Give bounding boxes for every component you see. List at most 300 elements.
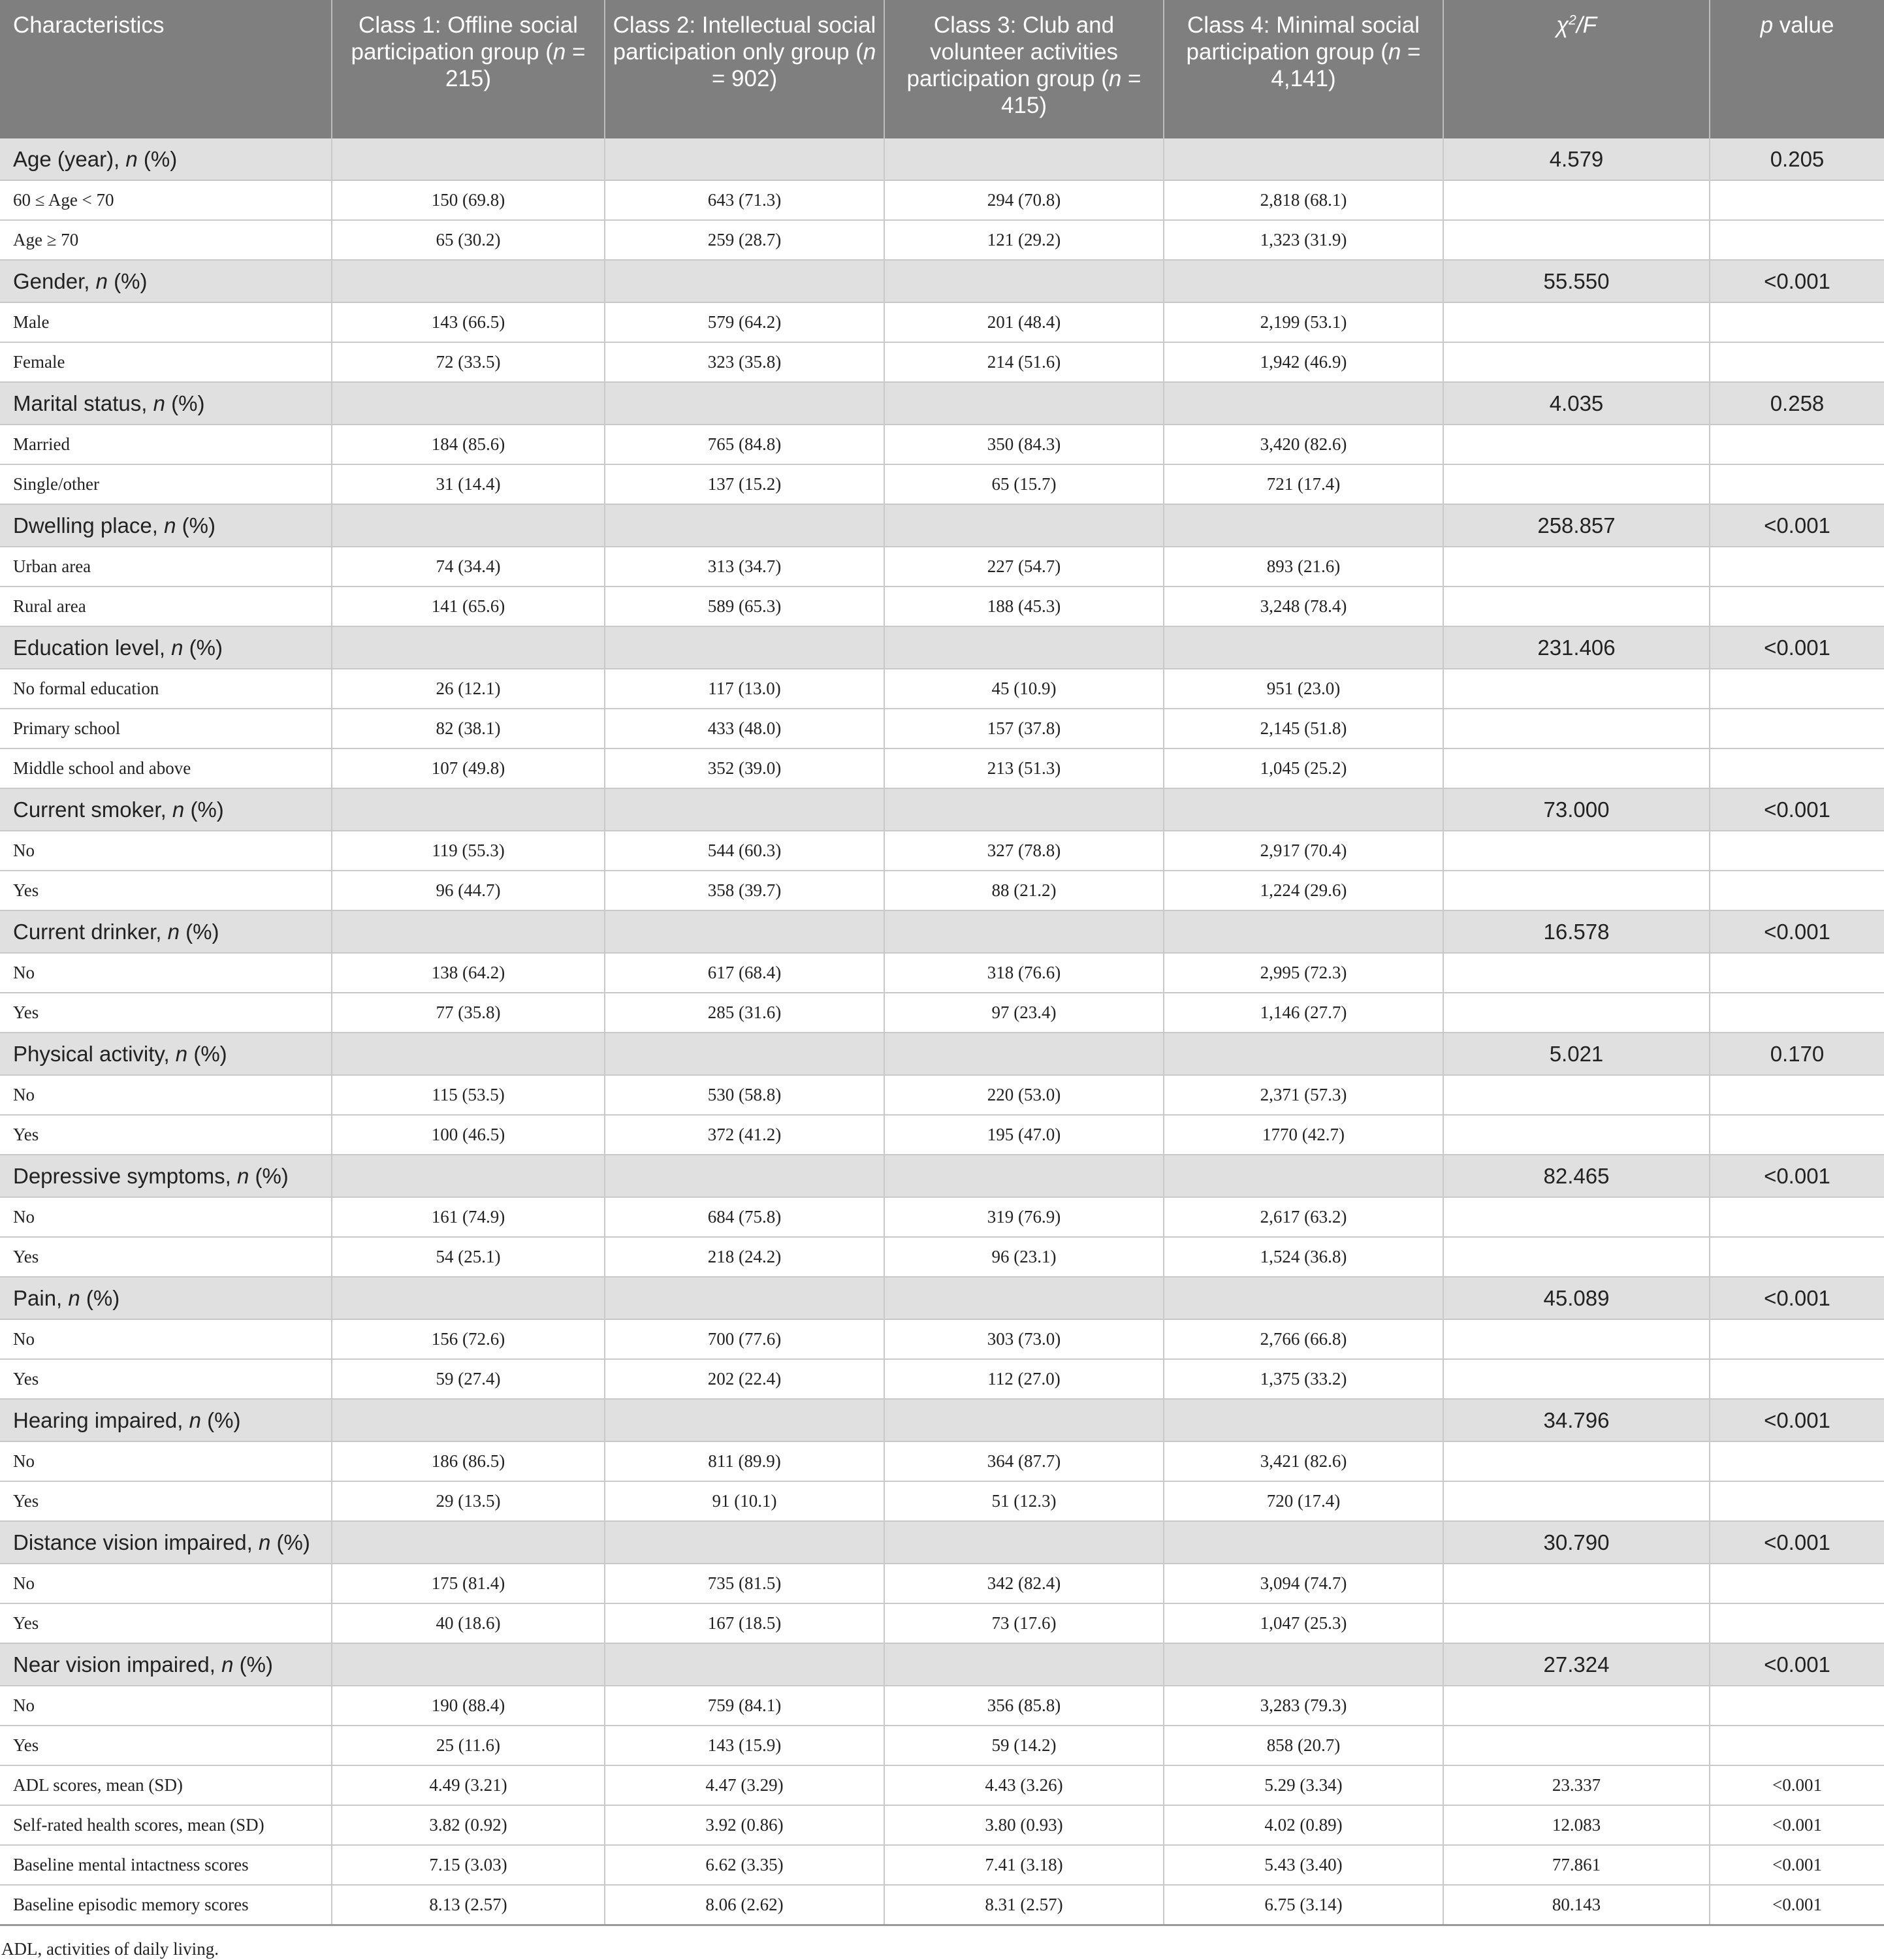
cell-stat: 258.857 xyxy=(1443,504,1710,547)
cell-c3 xyxy=(884,1643,1164,1686)
cell-stat: 30.790 xyxy=(1443,1521,1710,1564)
cell-c1: 72 (33.5) xyxy=(332,342,605,382)
cell-c4 xyxy=(1164,626,1443,669)
cell-p xyxy=(1710,709,1884,748)
cell-c2: 530 (58.8) xyxy=(605,1075,884,1115)
cell-c3: 220 (53.0) xyxy=(884,1075,1164,1115)
cell-c3 xyxy=(884,1277,1164,1319)
cell-stat xyxy=(1443,1075,1710,1115)
cell-c1: 31 (14.4) xyxy=(332,464,605,504)
cell-stat xyxy=(1443,1603,1710,1643)
row-label: 60 ≤ Age < 70 xyxy=(0,180,332,220)
cell-c1 xyxy=(332,1033,605,1075)
cell-c4: 5.43 (3.40) xyxy=(1164,1845,1443,1885)
cell-stat: 34.796 xyxy=(1443,1399,1710,1441)
section-row xyxy=(0,788,1884,831)
cell-stat xyxy=(1443,1441,1710,1481)
cell-c3: 73 (17.6) xyxy=(884,1603,1164,1643)
cell-c1 xyxy=(332,1277,605,1319)
cell-c3: 327 (78.8) xyxy=(884,831,1164,871)
cell-c4: 1,942 (46.9) xyxy=(1164,342,1443,382)
cell-c3: 227 (54.7) xyxy=(884,547,1164,586)
section-row xyxy=(0,1155,1884,1197)
section-row xyxy=(0,138,1884,180)
cell-p xyxy=(1710,1481,1884,1521)
cell-c1 xyxy=(332,1155,605,1197)
cell-p: <0.001 xyxy=(1710,1399,1884,1441)
cell-c4 xyxy=(1164,1521,1443,1564)
cell-p xyxy=(1710,1115,1884,1155)
cell-stat: 73.000 xyxy=(1443,788,1710,831)
cell-stat: 80.143 xyxy=(1443,1885,1710,1925)
cell-c4 xyxy=(1164,1277,1443,1319)
cell-c4: 2,199 (53.1) xyxy=(1164,302,1443,342)
cell-c3: 96 (23.1) xyxy=(884,1237,1164,1277)
table-row xyxy=(0,748,1884,788)
cell-p xyxy=(1710,547,1884,586)
table-row xyxy=(0,1845,1884,1885)
cell-c4 xyxy=(1164,1033,1443,1075)
cell-p: <0.001 xyxy=(1710,910,1884,953)
cell-c1: 141 (65.6) xyxy=(332,586,605,626)
cell-p xyxy=(1710,1359,1884,1399)
cell-c2: 811 (89.9) xyxy=(605,1441,884,1481)
table-row xyxy=(0,1359,1884,1399)
cell-stat: 55.550 xyxy=(1443,260,1710,302)
cell-c4: 1,375 (33.2) xyxy=(1164,1359,1443,1399)
cell-c3 xyxy=(884,138,1164,180)
table-row xyxy=(0,1115,1884,1155)
cell-stat: 4.579 xyxy=(1443,138,1710,180)
row-label: No xyxy=(0,1564,332,1603)
header-class-1: Class 1: Offline social participation group (n = 215) xyxy=(332,0,605,138)
section-row xyxy=(0,1277,1884,1319)
cell-c3: 4.43 (3.26) xyxy=(884,1765,1164,1805)
header-class-2: Class 2: Intellectual social participation only group (n = 902) xyxy=(605,0,884,138)
cell-c4 xyxy=(1164,138,1443,180)
cell-c4: 720 (17.4) xyxy=(1164,1481,1443,1521)
cell-c2: 117 (13.0) xyxy=(605,669,884,709)
table-body xyxy=(0,138,1884,1925)
cell-c3: 213 (51.3) xyxy=(884,748,1164,788)
cell-stat xyxy=(1443,1686,1710,1726)
cell-c3 xyxy=(884,910,1164,953)
section-row xyxy=(0,910,1884,953)
row-label: No xyxy=(0,1075,332,1115)
cell-stat xyxy=(1443,709,1710,748)
cell-c2: 352 (39.0) xyxy=(605,748,884,788)
cell-c2 xyxy=(605,1521,884,1564)
cell-c3: 45 (10.9) xyxy=(884,669,1164,709)
cell-c4: 3,283 (79.3) xyxy=(1164,1686,1443,1726)
table-row xyxy=(0,709,1884,748)
row-label: No xyxy=(0,1441,332,1481)
cell-c3: 350 (84.3) xyxy=(884,425,1164,464)
cell-c4 xyxy=(1164,504,1443,547)
cell-stat xyxy=(1443,342,1710,382)
cell-c2 xyxy=(605,1155,884,1197)
row-label: Primary school xyxy=(0,709,332,748)
cell-c2: 8.06 (2.62) xyxy=(605,1885,884,1925)
cell-c1: 156 (72.6) xyxy=(332,1319,605,1359)
cell-c4: 3,421 (82.6) xyxy=(1164,1441,1443,1481)
cell-c3 xyxy=(884,626,1164,669)
cell-c1 xyxy=(332,138,605,180)
row-label: Middle school and above xyxy=(0,748,332,788)
row-label: Yes xyxy=(0,1481,332,1521)
cell-c4: 1,524 (36.8) xyxy=(1164,1237,1443,1277)
cell-c2: 4.47 (3.29) xyxy=(605,1765,884,1805)
cell-c3: 65 (15.7) xyxy=(884,464,1164,504)
row-label: Baseline episodic memory scores xyxy=(0,1885,332,1925)
cell-c3: 157 (37.8) xyxy=(884,709,1164,748)
cell-p: 0.170 xyxy=(1710,1033,1884,1075)
cell-c3 xyxy=(884,382,1164,425)
cell-p xyxy=(1710,586,1884,626)
row-label: Yes xyxy=(0,1726,332,1765)
cell-c3: 7.41 (3.18) xyxy=(884,1845,1164,1885)
cell-c1 xyxy=(332,260,605,302)
cell-c1: 4.49 (3.21) xyxy=(332,1765,605,1805)
section-row xyxy=(0,382,1884,425)
cell-c2 xyxy=(605,1643,884,1686)
cell-c4: 6.75 (3.14) xyxy=(1164,1885,1443,1925)
cell-c2: 433 (48.0) xyxy=(605,709,884,748)
cell-c1 xyxy=(332,1521,605,1564)
row-label: Yes xyxy=(0,1237,332,1277)
cell-p xyxy=(1710,1686,1884,1726)
cell-c4: 1,045 (25.2) xyxy=(1164,748,1443,788)
table-row xyxy=(0,1686,1884,1726)
row-label: ADL scores, mean (SD) xyxy=(0,1765,332,1805)
cell-c2: 684 (75.8) xyxy=(605,1197,884,1237)
table-row xyxy=(0,425,1884,464)
cell-c2: 735 (81.5) xyxy=(605,1564,884,1603)
cell-c3: 121 (29.2) xyxy=(884,220,1164,260)
cell-c2: 218 (24.2) xyxy=(605,1237,884,1277)
cell-p xyxy=(1710,1726,1884,1765)
row-label: Male xyxy=(0,302,332,342)
cell-c4 xyxy=(1164,382,1443,425)
cell-c2: 3.92 (0.86) xyxy=(605,1805,884,1845)
cell-c3: 112 (27.0) xyxy=(884,1359,1164,1399)
cell-c3 xyxy=(884,1033,1164,1075)
cell-c1 xyxy=(332,1399,605,1441)
cell-c2: 6.62 (3.35) xyxy=(605,1845,884,1885)
cell-c1: 143 (66.5) xyxy=(332,302,605,342)
table-row xyxy=(0,302,1884,342)
cell-stat: 27.324 xyxy=(1443,1643,1710,1686)
cell-stat xyxy=(1443,831,1710,871)
cell-p xyxy=(1710,1319,1884,1359)
row-label: Current drinker, n (%) xyxy=(0,910,332,953)
cell-p: <0.001 xyxy=(1710,1521,1884,1564)
row-label: Age (year), n (%) xyxy=(0,138,332,180)
cell-stat xyxy=(1443,1237,1710,1277)
cell-p: <0.001 xyxy=(1710,1805,1884,1845)
cell-c4: 2,145 (51.8) xyxy=(1164,709,1443,748)
cell-c4: 2,995 (72.3) xyxy=(1164,953,1443,993)
cell-stat: 77.861 xyxy=(1443,1845,1710,1885)
row-label: Marital status, n (%) xyxy=(0,382,332,425)
row-label: Married xyxy=(0,425,332,464)
cell-c2 xyxy=(605,626,884,669)
cell-c1: 77 (35.8) xyxy=(332,993,605,1033)
row-label: Urban area xyxy=(0,547,332,586)
cell-c1: 3.82 (0.92) xyxy=(332,1805,605,1845)
table-row xyxy=(0,1075,1884,1115)
cell-c2: 323 (35.8) xyxy=(605,342,884,382)
cell-c1: 161 (74.9) xyxy=(332,1197,605,1237)
cell-c4: 893 (21.6) xyxy=(1164,547,1443,586)
table-row xyxy=(0,586,1884,626)
cell-stat xyxy=(1443,547,1710,586)
table-row xyxy=(0,871,1884,910)
cell-p xyxy=(1710,180,1884,220)
cell-c4: 2,617 (63.2) xyxy=(1164,1197,1443,1237)
cell-c1: 82 (38.1) xyxy=(332,709,605,748)
cell-c2: 765 (84.8) xyxy=(605,425,884,464)
row-label: Yes xyxy=(0,871,332,910)
cell-c2 xyxy=(605,504,884,547)
cell-c2 xyxy=(605,382,884,425)
cell-c4: 951 (23.0) xyxy=(1164,669,1443,709)
cell-c1: 74 (34.4) xyxy=(332,547,605,586)
cell-c3: 51 (12.3) xyxy=(884,1481,1164,1521)
table-row xyxy=(0,953,1884,993)
cell-c2: 259 (28.7) xyxy=(605,220,884,260)
cell-c2: 167 (18.5) xyxy=(605,1603,884,1643)
cell-c4: 3,094 (74.7) xyxy=(1164,1564,1443,1603)
row-label: Physical activity, n (%) xyxy=(0,1033,332,1075)
header-class-4: Class 4: Minimal social participation group (n = 4,141) xyxy=(1164,0,1443,138)
cell-p xyxy=(1710,831,1884,871)
row-label: Current smoker, n (%) xyxy=(0,788,332,831)
row-label: Dwelling place, n (%) xyxy=(0,504,332,547)
cell-c1: 150 (69.8) xyxy=(332,180,605,220)
cell-stat xyxy=(1443,425,1710,464)
row-label: Baseline mental intactness scores xyxy=(0,1845,332,1885)
table-row xyxy=(0,1481,1884,1521)
cell-c3 xyxy=(884,1521,1164,1564)
row-label: Yes xyxy=(0,993,332,1033)
header-characteristics: Characteristics xyxy=(0,0,332,138)
cell-c3: 59 (14.2) xyxy=(884,1726,1164,1765)
cell-c3: 294 (70.8) xyxy=(884,180,1164,220)
row-label: Yes xyxy=(0,1115,332,1155)
row-label: Yes xyxy=(0,1603,332,1643)
cell-c1: 100 (46.5) xyxy=(332,1115,605,1155)
cell-stat xyxy=(1443,1564,1710,1603)
cell-c2: 617 (68.4) xyxy=(605,953,884,993)
cell-c3: 342 (82.4) xyxy=(884,1564,1164,1603)
cell-stat xyxy=(1443,180,1710,220)
cell-p xyxy=(1710,871,1884,910)
cell-c1: 54 (25.1) xyxy=(332,1237,605,1277)
cell-stat xyxy=(1443,1197,1710,1237)
cell-c2: 700 (77.6) xyxy=(605,1319,884,1359)
row-label: Rural area xyxy=(0,586,332,626)
cell-c2: 579 (64.2) xyxy=(605,302,884,342)
cell-c2 xyxy=(605,788,884,831)
cell-c2 xyxy=(605,1033,884,1075)
table-footnote: ADL, activities of daily living. xyxy=(1,1939,219,1959)
table-row xyxy=(0,1765,1884,1805)
cell-c3: 195 (47.0) xyxy=(884,1115,1164,1155)
table-row xyxy=(0,1197,1884,1237)
cell-c4: 1,323 (31.9) xyxy=(1164,220,1443,260)
cell-c1 xyxy=(332,504,605,547)
table-row xyxy=(0,1441,1884,1481)
cell-c1: 186 (86.5) xyxy=(332,1441,605,1481)
header-p-value: p value xyxy=(1710,0,1884,138)
cell-c1: 115 (53.5) xyxy=(332,1075,605,1115)
table-row xyxy=(0,1726,1884,1765)
cell-c1 xyxy=(332,382,605,425)
cell-p xyxy=(1710,1237,1884,1277)
row-label: Near vision impaired, n (%) xyxy=(0,1643,332,1686)
cell-c1: 25 (11.6) xyxy=(332,1726,605,1765)
cell-p xyxy=(1710,669,1884,709)
cell-p xyxy=(1710,464,1884,504)
cell-p xyxy=(1710,1603,1884,1643)
table-row xyxy=(0,1885,1884,1925)
cell-p xyxy=(1710,993,1884,1033)
table-row xyxy=(0,180,1884,220)
table-row xyxy=(0,464,1884,504)
cell-c3: 3.80 (0.93) xyxy=(884,1805,1164,1845)
cell-c1: 107 (49.8) xyxy=(332,748,605,788)
cell-p: <0.001 xyxy=(1710,1845,1884,1885)
cell-c1: 175 (81.4) xyxy=(332,1564,605,1603)
row-label: No xyxy=(0,953,332,993)
cell-c4: 858 (20.7) xyxy=(1164,1726,1443,1765)
table-row xyxy=(0,1319,1884,1359)
cell-c3 xyxy=(884,1155,1164,1197)
cell-stat xyxy=(1443,669,1710,709)
cell-c4: 4.02 (0.89) xyxy=(1164,1805,1443,1845)
cell-c3 xyxy=(884,788,1164,831)
cell-c2 xyxy=(605,910,884,953)
cell-c2 xyxy=(605,138,884,180)
cell-c1: 138 (64.2) xyxy=(332,953,605,993)
cell-c3: 319 (76.9) xyxy=(884,1197,1164,1237)
cell-c4: 721 (17.4) xyxy=(1164,464,1443,504)
cell-stat: 231.406 xyxy=(1443,626,1710,669)
cell-stat xyxy=(1443,302,1710,342)
cell-c3: 8.31 (2.57) xyxy=(884,1885,1164,1925)
cell-c1 xyxy=(332,788,605,831)
cell-c2: 137 (15.2) xyxy=(605,464,884,504)
cell-p: <0.001 xyxy=(1710,788,1884,831)
cell-c4: 3,248 (78.4) xyxy=(1164,586,1443,626)
row-label: No xyxy=(0,831,332,871)
row-label: Single/other xyxy=(0,464,332,504)
row-label: Yes xyxy=(0,1359,332,1399)
cell-c1: 65 (30.2) xyxy=(332,220,605,260)
cell-c2: 372 (41.2) xyxy=(605,1115,884,1155)
cell-c4: 2,371 (57.3) xyxy=(1164,1075,1443,1115)
row-label: No xyxy=(0,1197,332,1237)
cell-c2 xyxy=(605,1399,884,1441)
cell-p: <0.001 xyxy=(1710,1765,1884,1805)
cell-c2: 202 (22.4) xyxy=(605,1359,884,1399)
cell-c4 xyxy=(1164,910,1443,953)
cell-c4: 2,766 (66.8) xyxy=(1164,1319,1443,1359)
cell-p: 0.258 xyxy=(1710,382,1884,425)
cell-c3: 88 (21.2) xyxy=(884,871,1164,910)
cell-p: <0.001 xyxy=(1710,1155,1884,1197)
cell-p xyxy=(1710,748,1884,788)
row-label: Education level, n (%) xyxy=(0,626,332,669)
cell-c1: 119 (55.3) xyxy=(332,831,605,871)
cell-c1: 59 (27.4) xyxy=(332,1359,605,1399)
cell-stat xyxy=(1443,220,1710,260)
cell-c4: 2,917 (70.4) xyxy=(1164,831,1443,871)
cell-p xyxy=(1710,425,1884,464)
cell-stat xyxy=(1443,953,1710,993)
cell-p: <0.001 xyxy=(1710,626,1884,669)
cell-c2: 589 (65.3) xyxy=(605,586,884,626)
cell-p: <0.001 xyxy=(1710,1643,1884,1686)
section-row xyxy=(0,260,1884,302)
cell-c1: 190 (88.4) xyxy=(332,1686,605,1726)
cell-p: <0.001 xyxy=(1710,260,1884,302)
table-row xyxy=(0,1564,1884,1603)
table-row xyxy=(0,1237,1884,1277)
cell-c4: 3,420 (82.6) xyxy=(1164,425,1443,464)
cell-p xyxy=(1710,1564,1884,1603)
row-label: Pain, n (%) xyxy=(0,1277,332,1319)
cell-stat xyxy=(1443,586,1710,626)
cell-p: <0.001 xyxy=(1710,504,1884,547)
cell-c4 xyxy=(1164,788,1443,831)
cell-c3: 201 (48.4) xyxy=(884,302,1164,342)
cell-p xyxy=(1710,1441,1884,1481)
cell-c1: 26 (12.1) xyxy=(332,669,605,709)
header-chi-square: $\chi^2/F$ xyxy=(1443,0,1710,138)
cell-p: 0.205 xyxy=(1710,138,1884,180)
cell-c3: 303 (73.0) xyxy=(884,1319,1164,1359)
cell-c3: 318 (76.6) xyxy=(884,953,1164,993)
cell-c2: 313 (34.7) xyxy=(605,547,884,586)
section-row xyxy=(0,1399,1884,1441)
cell-c3: 356 (85.8) xyxy=(884,1686,1164,1726)
cell-c2 xyxy=(605,260,884,302)
cell-c2: 759 (84.1) xyxy=(605,1686,884,1726)
cell-c1: 184 (85.6) xyxy=(332,425,605,464)
table-row xyxy=(0,831,1884,871)
row-label: Distance vision impaired, n (%) xyxy=(0,1521,332,1564)
cell-p xyxy=(1710,1197,1884,1237)
cell-c2: 143 (15.9) xyxy=(605,1726,884,1765)
cell-c2 xyxy=(605,1277,884,1319)
cell-p: <0.001 xyxy=(1710,1885,1884,1925)
cell-c4: 5.29 (3.34) xyxy=(1164,1765,1443,1805)
table-row xyxy=(0,669,1884,709)
cell-c1: 96 (44.7) xyxy=(332,871,605,910)
cell-c3: 214 (51.6) xyxy=(884,342,1164,382)
header-class-3: Class 3: Club and volunteer activities participation group (n = 415) xyxy=(884,0,1164,138)
cell-stat xyxy=(1443,1481,1710,1521)
cell-p xyxy=(1710,220,1884,260)
table-row xyxy=(0,1603,1884,1643)
cell-c3: 364 (87.7) xyxy=(884,1441,1164,1481)
cell-p xyxy=(1710,1075,1884,1115)
cell-c1: 7.15 (3.03) xyxy=(332,1845,605,1885)
table-row xyxy=(0,1805,1884,1845)
cell-stat xyxy=(1443,1319,1710,1359)
